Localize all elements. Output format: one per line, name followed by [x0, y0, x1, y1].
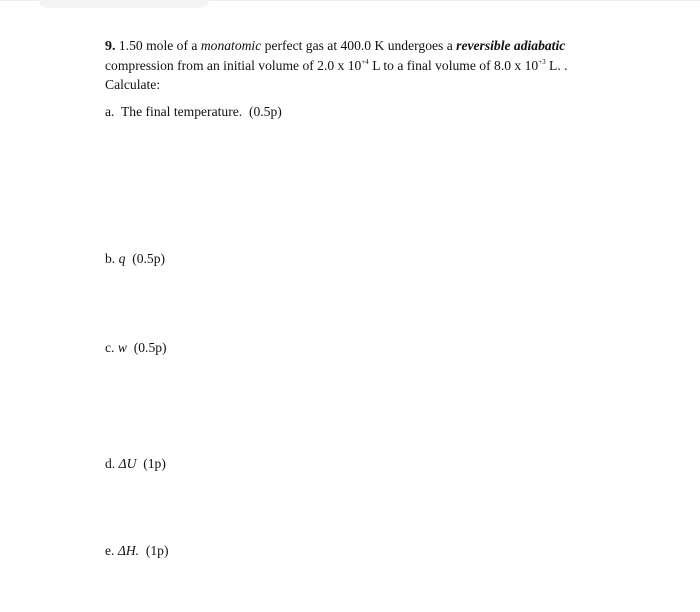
question-emph-monatomic: monatomic [200, 38, 262, 53]
part-label: ΔH. [117, 543, 140, 558]
question-number: 9. [105, 39, 116, 54]
question-text: L. . [545, 58, 568, 73]
part-label: q [118, 251, 126, 266]
part-letter: c. [105, 340, 115, 355]
part-points: (0.5p) [248, 104, 282, 119]
calculate-label: Calculate: [105, 77, 161, 92]
question-text: compression from an initial volume of 2.0 x 10 [105, 58, 362, 73]
part-letter: a. [105, 104, 115, 119]
top-tab [38, 0, 210, 8]
part-letter: e. [105, 543, 115, 558]
part-points: (0.5p) [133, 340, 167, 355]
part-e [105, 541, 169, 560]
exponent: +4 [361, 58, 369, 66]
question-text: perfect gas at 400.0 K undergoes a [261, 38, 457, 53]
part-letter: b. [105, 251, 116, 266]
part-a [105, 102, 282, 121]
question-emph-reversible-adiabatic: reversible adiabatic [456, 38, 566, 53]
part-points: (1p) [145, 543, 169, 558]
part-c [105, 338, 167, 357]
exponent: +3 [538, 58, 546, 66]
part-points: (1p) [143, 456, 166, 471]
part-letter: d. [105, 456, 116, 471]
part-points: (0.5p) [132, 251, 166, 266]
question-9 [105, 36, 595, 94]
part-label: w [117, 340, 127, 355]
question-text: 1.50 mole of a [115, 38, 201, 53]
part-b [105, 249, 165, 268]
part-d [105, 454, 166, 473]
part-label: ΔU [118, 456, 137, 471]
question-text: L to a final volume of 8.0 x 10 [368, 58, 539, 73]
part-label: The final temperature. [121, 104, 243, 119]
